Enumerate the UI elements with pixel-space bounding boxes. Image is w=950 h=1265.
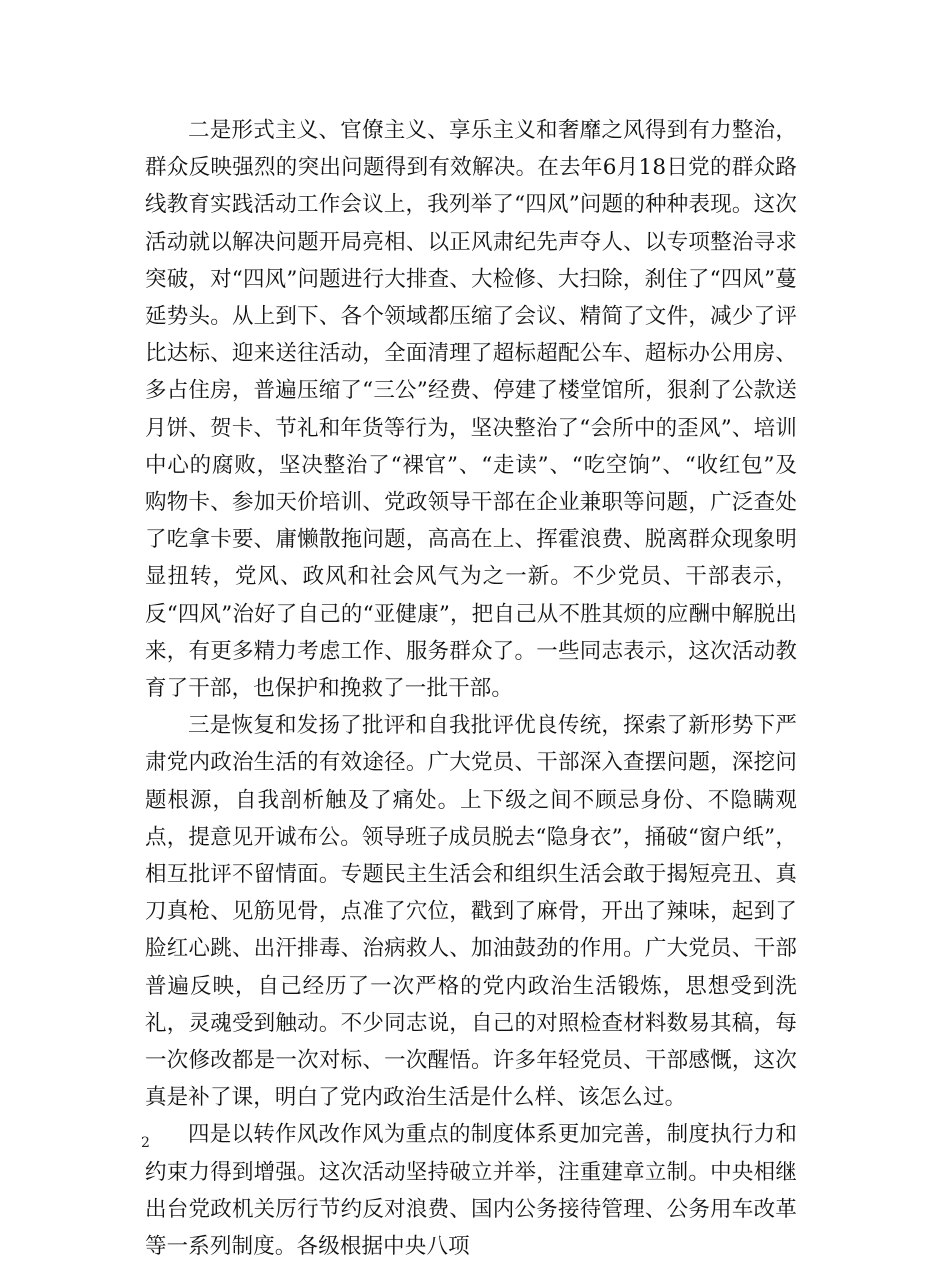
- paragraph-2: 二是形式主义、官僚主义、享乐主义和奢靡之风得到有力整治，群众反映强烈的突出问题得到有效解决。在去年6月18日党的群众路线教育实践活动工作会议上，我列举了“四风”问题的种种表现。这次活动就以解决问题开局亮相、以正风肃纪先声夺人、以专项整治寻求突破，对“四风”问题进行大排查、大检修、大扫除，刹住了“四风”蔓延势头。从上到下、各个领域都压缩了会议、精简了文件，减少了评比达标、迎来送往活动，全面清理了超标超配公车、超标办公用房、多占住房，普遍压缩了“三公”经费、停建了楼堂馆所，狠刹了公款送月饼、贺卡、节礼和年货等行为，坚决整治了“会所中的歪风”、培训中心的腐败，坚决整治了“裸官”、“走读”、“吃空饷”、“收红包”及购物卡、参加天价培训、党政领导干部在企业兼职等问题，广泛查处了吃拿卡要、庸懒散拖问题，高高在上、挥霍浪费、脱离群众现象明显扭转，党风、政风和社会风气为之一新。不少党员、干部表示，反“四风”治好了自己的“亚健康”，把自己从不胜其烦的应酬中解脱出来，有更多精力考虑工作、服务群众了。一些同志表示，这次活动教育了干部，也保护和挽救了一批干部。: [145, 118, 797, 702]
- body-text: [145, 112, 797, 1265]
- paragraph-4: 四是以转作风改作风为重点的制度体系更加完善，制度执行力和约束力得到增强。这次活动坚持破立并举，注重建章立制。中央相继出台党政机关厉行节约反对浪费、国内公务接待管理、公务用车改革等一系列制度。各级根据中央八项: [145, 1122, 797, 1260]
- paragraph-3: 三是恢复和发扬了批评和自我批评优良传统，探索了新形势下严肃党内政治生活的有效途径。广大党员、干部深入查摆问题，深挖问题根源，自我剖析触及了痛处。上下级之间不顾忌身份、不隐瞒观点，提意见开诚布公。领导班子成员脱去“隐身衣”，捅破“窗户纸”，相互批评不留情面。专题民主生活会和组织生活会敢于揭短亮丑、真刀真枪、见筋见骨，点准了穴位，戳到了麻骨，开出了辣味，起到了脸红心跳、出汗排毒、治病救人、加油鼓劲的作用。广大党员、干部普遍反映，自己经历了一次严格的党内政治生活锻炼，思想受到洗礼，灵魂受到触动。不少同志说，自己的对照检查材料数易其稿，每一次修改都是一次对标、一次醒悟。许多年轻党员、干部感慨，这次真是补了课，明白了党内政治生活是什么样、该怎么过。: [145, 713, 797, 1111]
- page-number: 2: [141, 1135, 150, 1151]
